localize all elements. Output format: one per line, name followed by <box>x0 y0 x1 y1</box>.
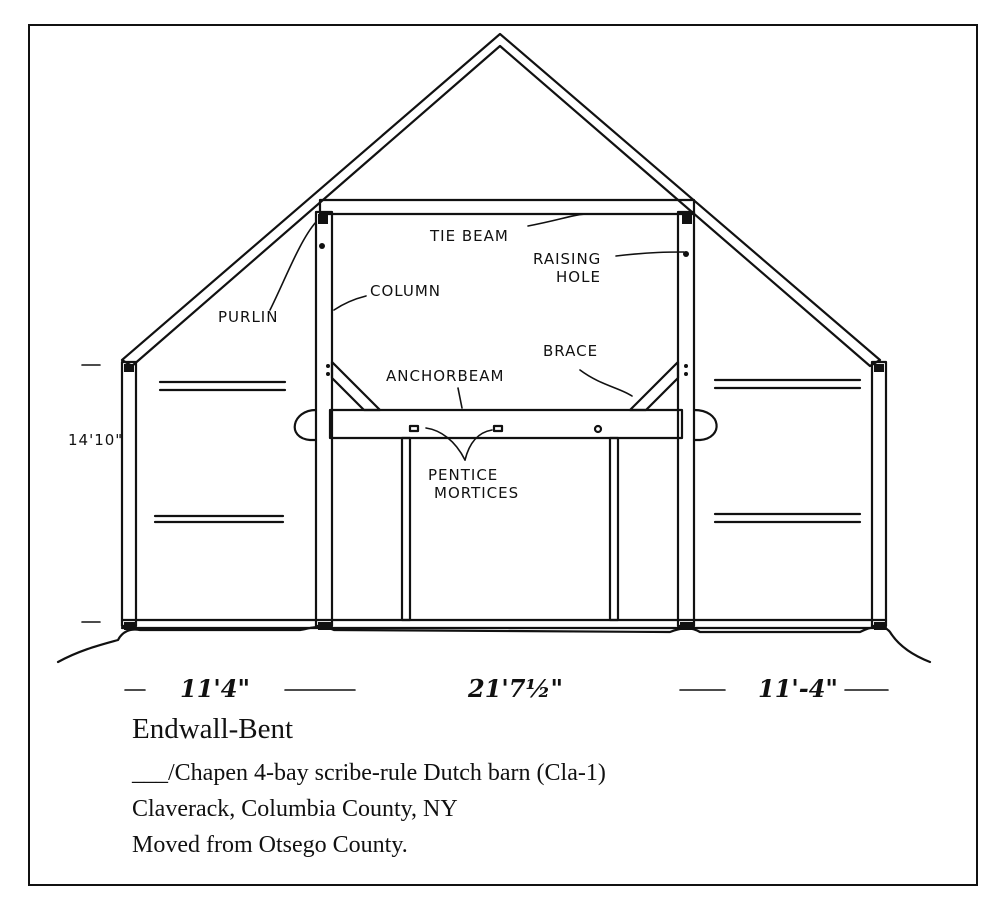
leader-arrows <box>82 214 888 690</box>
raising-hole-label-1: RAISING <box>533 250 602 268</box>
caption-location: Claverack, Columbia County, NY <box>132 796 458 822</box>
left-bay-dimension: 11'4" <box>180 674 250 703</box>
caption-title: Endwall-Bent <box>132 713 294 745</box>
caption-barn-name: ___/Chapen 4-bay scribe-rule Dutch barn (Cla-1) <box>132 760 606 786</box>
caption-origin: Moved from Otsego County. <box>132 832 408 858</box>
joint-marks <box>124 214 886 630</box>
anchorbeam <box>295 410 717 440</box>
pentice-label-1: PENTICE <box>428 466 499 484</box>
tie-beam-label: TIE BEAM <box>430 227 509 245</box>
purlin-label: PURLIN <box>218 308 279 326</box>
brace-label: BRACE <box>543 342 599 360</box>
sill <box>122 620 886 628</box>
ground-line <box>58 627 930 662</box>
right-bay-dimension: 11'-4" <box>758 674 838 703</box>
center-bay-dimension: 21'7½" <box>468 674 563 703</box>
anchorbeam-label: ANCHORBEAM <box>386 367 505 385</box>
raising-hole-label-2: HOLE <box>556 268 601 286</box>
height-dimension-label: 14'10" <box>68 431 124 449</box>
tie-beam <box>320 200 694 214</box>
main-columns <box>316 212 694 626</box>
pentice-label-2: MORTICES <box>434 484 520 502</box>
column-label: COLUMN <box>370 282 442 300</box>
braces <box>332 362 678 410</box>
